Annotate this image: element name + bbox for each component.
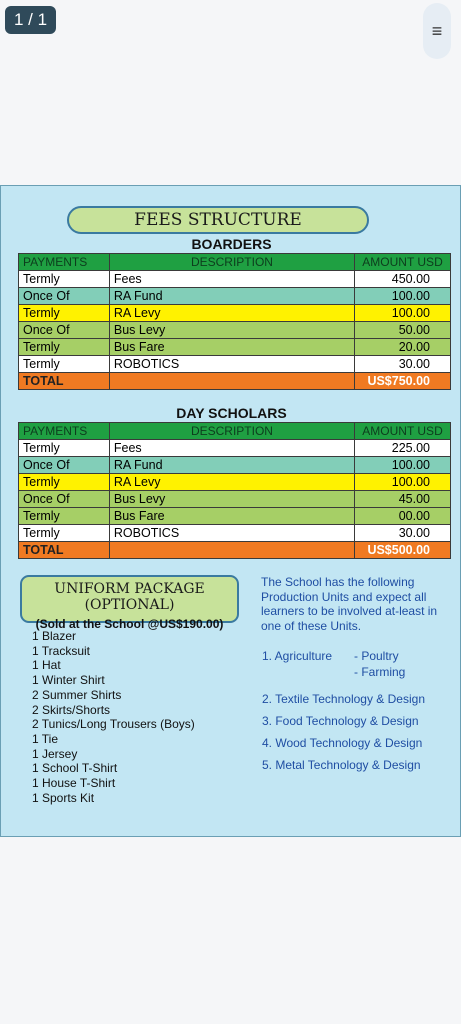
list-item: 5. Metal Technology & Design — [262, 758, 421, 772]
agri-sub-farming: - Farming — [354, 665, 406, 679]
amount-cell: 30.00 — [355, 356, 451, 373]
table-header-row — [19, 254, 451, 271]
list-item: 4. Wood Technology & Design — [262, 736, 423, 750]
list-item: 2. Textile Technology & Design — [262, 692, 425, 706]
description-cell: Bus Levy — [109, 322, 354, 339]
amount-cell: 225.00 — [355, 440, 451, 457]
amount-cell: 100.00 — [355, 474, 451, 491]
header-description: DESCRIPTION — [109, 254, 354, 271]
description-cell: RA Levy — [109, 474, 354, 491]
table-row — [19, 339, 451, 356]
amount-cell: 100.00 — [355, 305, 451, 322]
description-cell: RA Fund — [109, 288, 354, 305]
payment-cell: Termly — [19, 474, 110, 491]
list-item: 1 School T-Shirt — [32, 761, 118, 776]
amount-cell: 450.00 — [355, 271, 451, 288]
payment-cell: Termly — [19, 305, 110, 322]
amount-cell: 00.00 — [355, 508, 451, 525]
description-cell: RA Levy — [109, 305, 354, 322]
document-page — [0, 185, 461, 837]
payment-cell: Termly — [19, 339, 110, 356]
production-units-list — [262, 648, 457, 776]
menu-icon[interactable]: ≡ — [423, 3, 451, 59]
table-row — [19, 491, 451, 508]
total-spacer — [109, 373, 354, 390]
list-item: 2 Tunics/Long Trousers (Boys) — [32, 717, 195, 732]
list-item: 1 Tie — [32, 731, 59, 746]
list-item: 1 Winter Shirt — [32, 673, 105, 688]
table-row — [19, 457, 451, 474]
total-row — [19, 373, 451, 390]
amount-cell: 45.00 — [355, 491, 451, 508]
total-amount: US$750.00 — [355, 373, 451, 390]
payment-cell: Termly — [19, 440, 110, 457]
table-header-row — [19, 423, 451, 440]
amount-cell: 100.00 — [355, 457, 451, 474]
description-cell: ROBOTICS — [109, 356, 354, 373]
list-item — [262, 648, 457, 664]
list-item: 3. Food Technology & Design — [262, 714, 419, 728]
amount-cell: 100.00 — [355, 288, 451, 305]
total-spacer — [109, 542, 354, 559]
uniform-package-price: (Sold at the School @US$190.00) — [35, 617, 224, 631]
description-cell: Fees — [109, 271, 354, 288]
list-item: 1 Jersey — [32, 746, 78, 761]
boarders-table — [18, 253, 451, 390]
page-indicator: 1 / 1 — [5, 6, 56, 34]
boarders-heading: BOARDERS — [191, 236, 272, 252]
day-scholars-heading: DAY SCHOLARS — [176, 405, 287, 421]
list-item: 1 Blazer — [32, 629, 77, 643]
total-row — [19, 542, 451, 559]
description-cell: Bus Fare — [109, 339, 354, 356]
description-cell: RA Fund — [109, 457, 354, 474]
table-row — [19, 305, 451, 322]
payment-cell: Termly — [19, 508, 110, 525]
fees-structure-title: FEES STRUCTURE — [67, 206, 369, 234]
table-row — [19, 474, 451, 491]
header-description: DESCRIPTION — [109, 423, 354, 440]
production-units-intro: The School has the following Production Units and expect all learners to be involved at-least in one of these Units. — [261, 575, 438, 633]
amount-cell: 30.00 — [355, 525, 451, 542]
table-row — [19, 508, 451, 525]
payment-cell: Termly — [19, 356, 110, 373]
unit-label: 1. Agriculture — [262, 649, 333, 663]
list-item: 1 Sports Kit — [32, 790, 95, 805]
description-cell: Fees — [109, 440, 354, 457]
day-scholars-table — [18, 422, 451, 559]
uniform-package-title: UNIFORM PACKAGE (OPTIONAL) — [54, 581, 205, 613]
amount-cell: 50.00 — [355, 322, 451, 339]
header-payments: PAYMENTS — [19, 423, 110, 440]
table-row — [19, 525, 451, 542]
payment-cell: Once Of — [19, 491, 110, 508]
description-cell: ROBOTICS — [109, 525, 354, 542]
uniform-items-list — [32, 629, 195, 805]
amount-cell: 20.00 — [355, 339, 451, 356]
payment-cell: Termly — [19, 525, 110, 542]
table-row — [19, 288, 451, 305]
total-label: TOTAL — [19, 373, 110, 390]
table-row — [19, 322, 451, 339]
table-row — [19, 271, 451, 288]
payment-cell: Once Of — [19, 288, 110, 305]
list-item: 1 Tracksuit — [32, 643, 91, 658]
list-item: 1 House T-Shirt — [32, 776, 116, 791]
total-label: TOTAL — [19, 542, 110, 559]
list-item: 2 Summer Shirts — [32, 687, 122, 702]
description-cell: Bus Levy — [109, 491, 354, 508]
total-amount: US$500.00 — [355, 542, 451, 559]
payment-cell: Termly — [19, 271, 110, 288]
description-cell: Bus Fare — [109, 508, 354, 525]
header-amount: AMOUNT USD — [355, 423, 451, 440]
list-item: 1 Hat — [32, 658, 61, 673]
table-row — [19, 356, 451, 373]
payment-cell: Once Of — [19, 457, 110, 474]
header-amount: AMOUNT USD — [355, 254, 451, 271]
table-row — [19, 440, 451, 457]
payment-cell: Once Of — [19, 322, 110, 339]
agri-sub-poultry: - Poultry — [354, 649, 399, 663]
header-payments: PAYMENTS — [19, 254, 110, 271]
list-item: 2 Skirts/Shorts — [32, 702, 111, 717]
uniform-package-box — [20, 575, 239, 631]
